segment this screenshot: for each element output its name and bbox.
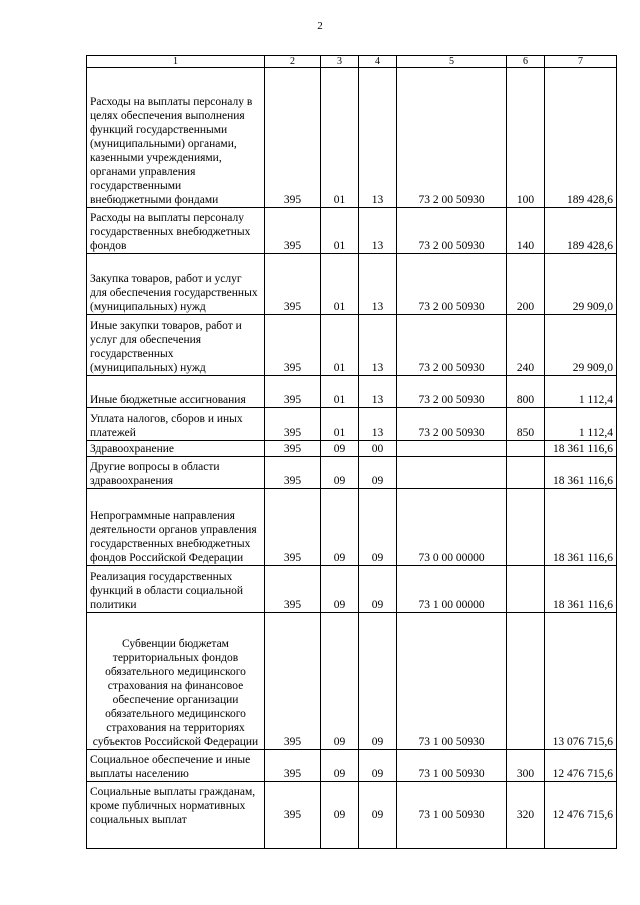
subsection-code: 13	[359, 68, 397, 208]
admin-code: 395	[265, 489, 321, 566]
expense-type-code: 800	[507, 376, 545, 408]
subsection-code: 13	[359, 376, 397, 408]
subsection-code: 13	[359, 208, 397, 254]
target-article-code: 73 2 00 50930	[397, 408, 507, 441]
table-row	[87, 566, 617, 613]
amount: 18 361 116,6	[545, 489, 617, 566]
admin-code: 395	[265, 613, 321, 750]
expense-name: Социальное обеспечение и иные выплаты населению	[87, 750, 265, 782]
table-row	[87, 613, 617, 750]
expense-type-code: 100	[507, 68, 545, 208]
table-row	[87, 489, 617, 566]
expense-type-code: 240	[507, 315, 545, 376]
target-article-code: 73 2 00 50930	[397, 376, 507, 408]
target-article-code: 73 1 00 00000	[397, 566, 507, 613]
section-code: 01	[321, 68, 359, 208]
section-code: 09	[321, 750, 359, 782]
target-article-code: 73 2 00 50930	[397, 208, 507, 254]
expense-name: Непрограммные направления деятельности органов управления государственных внебюджетных фондов Российской Федерации	[87, 489, 265, 566]
admin-code: 395	[265, 782, 321, 849]
expense-type-code: 140	[507, 208, 545, 254]
column-header: 1	[87, 56, 265, 68]
target-article-code: 73 0 00 00000	[397, 489, 507, 566]
target-article-code: 73 2 00 50930	[397, 254, 507, 315]
subsection-code: 09	[359, 782, 397, 849]
table-row	[87, 315, 617, 376]
column-header: 3	[321, 56, 359, 68]
table-row	[87, 441, 617, 457]
target-article-code: 73 1 00 50930	[397, 782, 507, 849]
budget-table	[86, 55, 617, 849]
admin-code: 395	[265, 566, 321, 613]
expense-type-code: 320	[507, 782, 545, 849]
expense-type-code	[507, 566, 545, 613]
admin-code: 395	[265, 315, 321, 376]
admin-code: 395	[265, 376, 321, 408]
amount: 1 112,4	[545, 408, 617, 441]
section-code: 09	[321, 566, 359, 613]
section-code: 09	[321, 613, 359, 750]
header-row	[87, 56, 617, 68]
expense-name: Здравоохранение	[87, 441, 265, 457]
table-row	[87, 408, 617, 441]
admin-code: 395	[265, 457, 321, 489]
expense-name: Реализация государственных функций в области социальной политики	[87, 566, 265, 613]
target-article-code	[397, 457, 507, 489]
admin-code: 395	[265, 254, 321, 315]
subsection-code: 13	[359, 315, 397, 376]
expense-type-code	[507, 613, 545, 750]
expense-name: Расходы на выплаты персоналу государственных внебюджетных фондов	[87, 208, 265, 254]
expense-type-code: 300	[507, 750, 545, 782]
expense-type-code	[507, 441, 545, 457]
subsection-code: 09	[359, 566, 397, 613]
table-row	[87, 457, 617, 489]
target-article-code: 73 1 00 50930	[397, 750, 507, 782]
amount: 12 476 715,6	[545, 750, 617, 782]
section-code: 09	[321, 782, 359, 849]
section-code: 09	[321, 489, 359, 566]
table-row	[87, 750, 617, 782]
target-article-code: 73 1 00 50930	[397, 613, 507, 750]
target-article-code: 73 2 00 50930	[397, 315, 507, 376]
subsection-code: 13	[359, 254, 397, 315]
expense-name: Субвенции бюджетам территориальных фондов обязательного медицинского страхования на финансовое обеспечение организации обязательного медицинского страхования на территориях субъектов Российской Федерации	[87, 613, 265, 750]
table-row	[87, 254, 617, 315]
expense-name: Другие вопросы в области здравоохранения	[87, 457, 265, 489]
column-header: 5	[397, 56, 507, 68]
subsection-code: 09	[359, 457, 397, 489]
admin-code: 395	[265, 68, 321, 208]
expense-name: Закупка товаров, работ и услуг для обеспечения государственных (муниципальных) нужд	[87, 254, 265, 315]
column-header: 4	[359, 56, 397, 68]
amount: 189 428,6	[545, 208, 617, 254]
section-code: 01	[321, 254, 359, 315]
amount: 29 909,0	[545, 254, 617, 315]
amount: 18 361 116,6	[545, 566, 617, 613]
expense-name: Иные бюджетные ассигнования	[87, 376, 265, 408]
expense-type-code	[507, 457, 545, 489]
page-number: 2	[317, 20, 323, 32]
column-header: 6	[507, 56, 545, 68]
table-row	[87, 68, 617, 208]
admin-code: 395	[265, 750, 321, 782]
expense-type-code: 200	[507, 254, 545, 315]
section-code: 09	[321, 441, 359, 457]
amount: 18 361 116,6	[545, 457, 617, 489]
section-code: 09	[321, 457, 359, 489]
section-code: 01	[321, 315, 359, 376]
table-row	[87, 208, 617, 254]
admin-code: 395	[265, 408, 321, 441]
amount: 29 909,0	[545, 315, 617, 376]
subsection-code: 09	[359, 489, 397, 566]
section-code: 01	[321, 208, 359, 254]
table-row	[87, 782, 617, 849]
amount: 12 476 715,6	[545, 782, 617, 849]
amount: 18 361 116,6	[545, 441, 617, 457]
expense-name: Уплата налогов, сборов и иных платежей	[87, 408, 265, 441]
subsection-code: 13	[359, 408, 397, 441]
column-header: 7	[545, 56, 617, 68]
expense-name: Социальные выплаты гражданам, кроме публичных нормативных социальных выплат	[87, 782, 265, 849]
admin-code: 395	[265, 208, 321, 254]
table-row	[87, 376, 617, 408]
admin-code: 395	[265, 441, 321, 457]
target-article-code	[397, 441, 507, 457]
target-article-code: 73 2 00 50930	[397, 68, 507, 208]
amount: 1 112,4	[545, 376, 617, 408]
subsection-code: 09	[359, 613, 397, 750]
amount: 13 076 715,6	[545, 613, 617, 750]
expense-name: Иные закупки товаров, работ и услуг для обеспечения государственных (муниципальных) нужд	[87, 315, 265, 376]
section-code: 01	[321, 376, 359, 408]
subsection-code: 09	[359, 750, 397, 782]
subsection-code: 00	[359, 441, 397, 457]
expense-type-code	[507, 489, 545, 566]
expense-type-code: 850	[507, 408, 545, 441]
amount: 189 428,6	[545, 68, 617, 208]
section-code: 01	[321, 408, 359, 441]
expense-name: Расходы на выплаты персоналу в целях обеспечения выполнения функций государственными (муниципальными) органами, казенными учреждениями, органами управления государственными внебюджетными фондами	[87, 68, 265, 208]
column-header: 2	[265, 56, 321, 68]
